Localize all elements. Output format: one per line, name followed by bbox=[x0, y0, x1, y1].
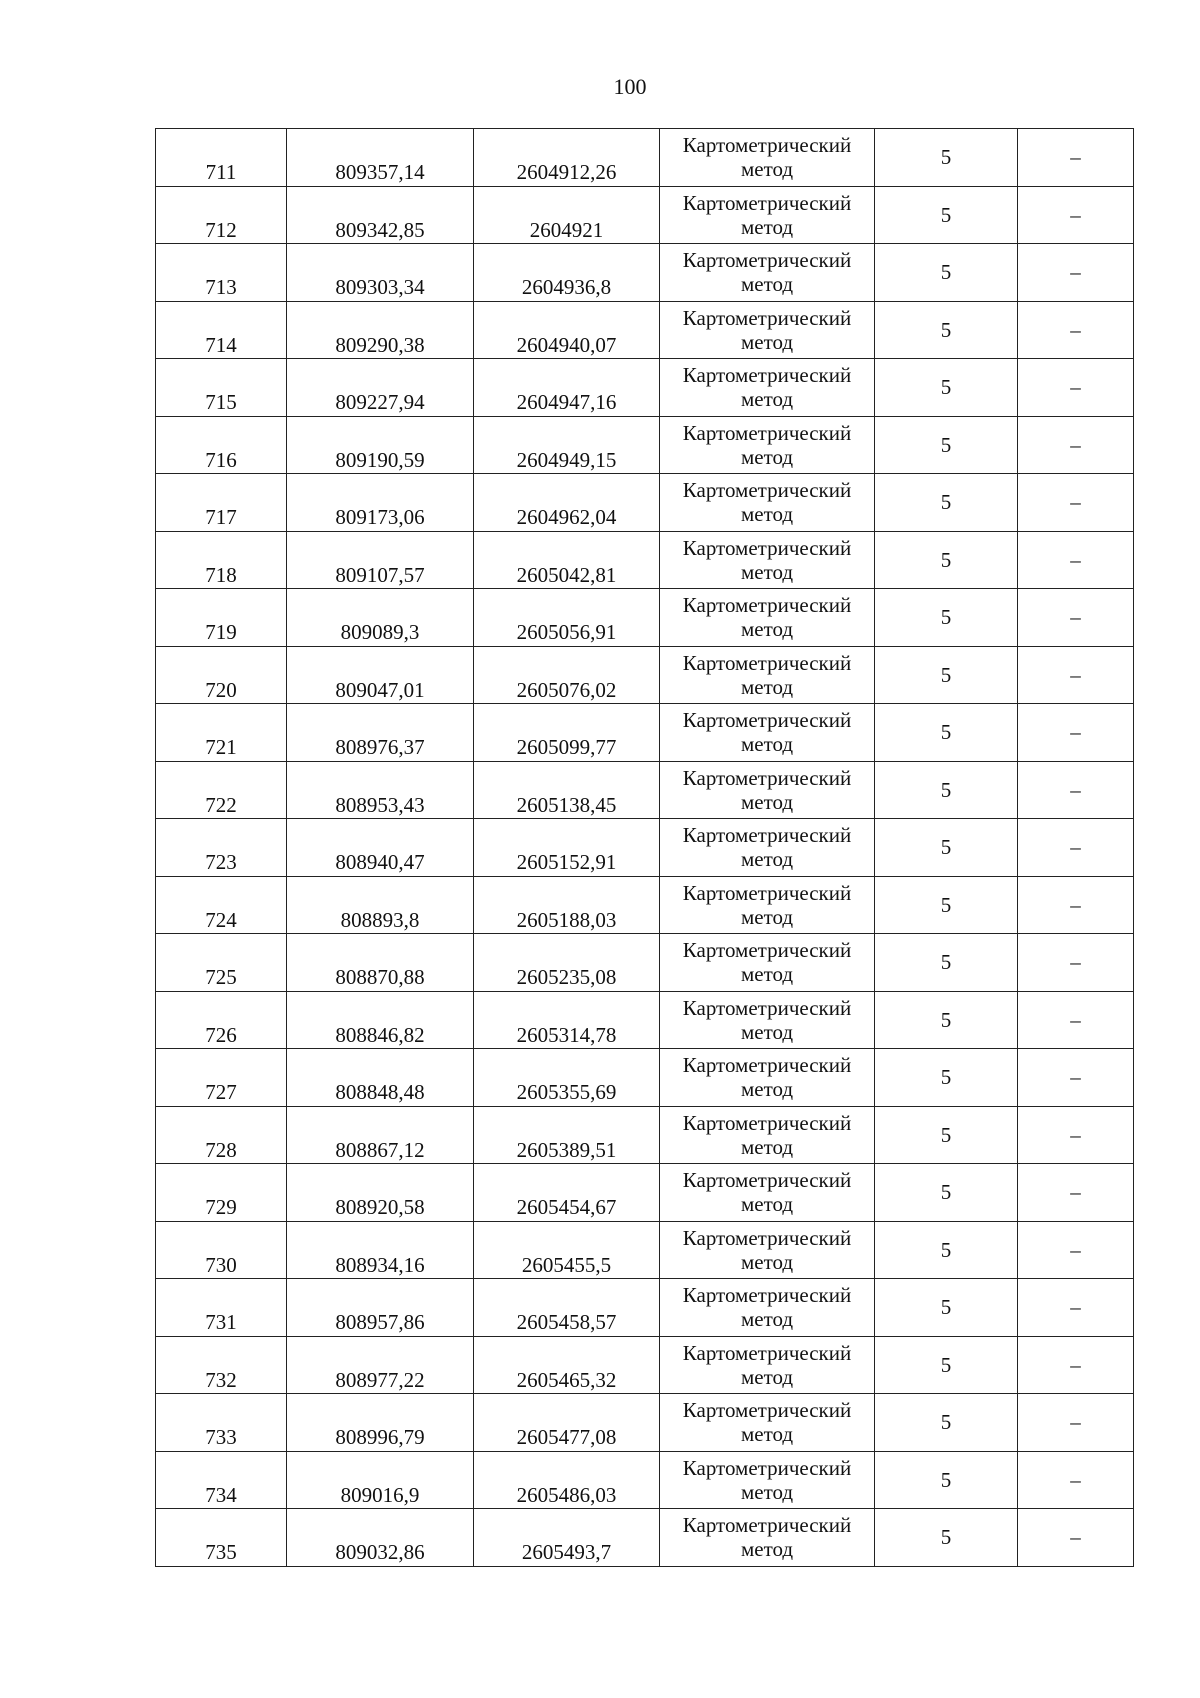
y-coordinate-cell: 2605076,02 bbox=[474, 646, 660, 704]
y-coordinate-cell: 2605458,57 bbox=[474, 1279, 660, 1337]
x-coordinate-cell: 809047,01 bbox=[287, 646, 474, 704]
accuracy-cell: 5 bbox=[875, 1049, 1018, 1107]
description-cell: – bbox=[1018, 129, 1134, 187]
method-line-2: метод bbox=[740, 559, 794, 584]
method-line-2: метод bbox=[740, 904, 794, 929]
table-row bbox=[156, 991, 1134, 1049]
method-line-1: Картометрический bbox=[682, 593, 852, 618]
description-cell: – bbox=[1018, 819, 1134, 877]
description-cell: – bbox=[1018, 244, 1134, 302]
y-coordinate-cell: 2605056,91 bbox=[474, 589, 660, 647]
description-cell: – bbox=[1018, 1164, 1134, 1222]
table-row bbox=[156, 359, 1134, 417]
description-cell: – bbox=[1018, 531, 1134, 589]
accuracy-cell: 5 bbox=[875, 186, 1018, 244]
x-coordinate-cell: 809190,59 bbox=[287, 416, 474, 474]
x-coordinate-cell: 808976,37 bbox=[287, 704, 474, 762]
accuracy-cell: 5 bbox=[875, 301, 1018, 359]
method-line-1: Картометрический bbox=[682, 765, 852, 790]
description-cell: – bbox=[1018, 1049, 1134, 1107]
accuracy-cell: 5 bbox=[875, 416, 1018, 474]
method-cell bbox=[660, 474, 875, 532]
method-line-2: метод bbox=[740, 1134, 794, 1159]
table-row bbox=[156, 1451, 1134, 1509]
x-coordinate-cell: 809089,3 bbox=[287, 589, 474, 647]
accuracy-cell: 5 bbox=[875, 359, 1018, 417]
method-line-1: Картометрический bbox=[682, 938, 852, 963]
method-line-2: метод bbox=[740, 1479, 794, 1504]
method-cell bbox=[660, 1164, 875, 1222]
table-row bbox=[156, 646, 1134, 704]
x-coordinate-cell: 809357,14 bbox=[287, 129, 474, 187]
method-line-1: Картометрический bbox=[682, 478, 852, 503]
accuracy-cell: 5 bbox=[875, 819, 1018, 877]
method-line-2: метод bbox=[740, 1422, 794, 1447]
method-line-1: Картометрический bbox=[682, 1455, 852, 1480]
description-cell: – bbox=[1018, 991, 1134, 1049]
method-line-2: метод bbox=[740, 617, 794, 642]
method-line-1: Картометрический bbox=[682, 535, 852, 560]
x-coordinate-cell: 809290,38 bbox=[287, 301, 474, 359]
table-row bbox=[156, 129, 1134, 187]
y-coordinate-cell: 2604947,16 bbox=[474, 359, 660, 417]
method-line-1: Картометрический bbox=[682, 1053, 852, 1078]
accuracy-cell: 5 bbox=[875, 876, 1018, 934]
x-coordinate-cell: 808848,48 bbox=[287, 1049, 474, 1107]
method-line-1: Картометрический bbox=[682, 190, 852, 215]
accuracy-cell: 5 bbox=[875, 1106, 1018, 1164]
point-number-cell: 721 bbox=[156, 704, 287, 762]
point-number-cell: 730 bbox=[156, 1221, 287, 1279]
accuracy-cell: 5 bbox=[875, 244, 1018, 302]
method-cell bbox=[660, 301, 875, 359]
method-line-2: метод bbox=[740, 502, 794, 527]
description-cell: – bbox=[1018, 1336, 1134, 1394]
method-cell bbox=[660, 646, 875, 704]
accuracy-cell: 5 bbox=[875, 474, 1018, 532]
y-coordinate-cell: 2605389,51 bbox=[474, 1106, 660, 1164]
description-cell: – bbox=[1018, 1451, 1134, 1509]
description-cell: – bbox=[1018, 934, 1134, 992]
point-number-cell: 717 bbox=[156, 474, 287, 532]
accuracy-cell: 5 bbox=[875, 129, 1018, 187]
method-line-2: метод bbox=[740, 674, 794, 699]
accuracy-cell: 5 bbox=[875, 934, 1018, 992]
method-cell bbox=[660, 186, 875, 244]
y-coordinate-cell: 2605465,32 bbox=[474, 1336, 660, 1394]
method-cell bbox=[660, 1049, 875, 1107]
method-line-1: Картометрический bbox=[682, 650, 852, 675]
method-cell bbox=[660, 589, 875, 647]
y-coordinate-cell: 2604912,26 bbox=[474, 129, 660, 187]
description-cell: – bbox=[1018, 589, 1134, 647]
description-cell: – bbox=[1018, 301, 1134, 359]
point-number-cell: 728 bbox=[156, 1106, 287, 1164]
description-cell: – bbox=[1018, 474, 1134, 532]
x-coordinate-cell: 808977,22 bbox=[287, 1336, 474, 1394]
accuracy-cell: 5 bbox=[875, 1336, 1018, 1394]
table-row bbox=[156, 1164, 1134, 1222]
method-line-2: метод bbox=[740, 789, 794, 814]
method-line-1: Картометрический bbox=[682, 1283, 852, 1308]
y-coordinate-cell: 2605486,03 bbox=[474, 1451, 660, 1509]
method-line-1: Картометрический bbox=[682, 1168, 852, 1193]
y-coordinate-cell: 2605235,08 bbox=[474, 934, 660, 992]
method-line-2: метод bbox=[740, 732, 794, 757]
point-number-cell: 731 bbox=[156, 1279, 287, 1337]
coordinates-table bbox=[155, 128, 1134, 1567]
table-row bbox=[156, 301, 1134, 359]
accuracy-cell: 5 bbox=[875, 646, 1018, 704]
method-line-1: Картометрический bbox=[682, 708, 852, 733]
point-number-cell: 733 bbox=[156, 1394, 287, 1452]
method-line-1: Картометрический bbox=[682, 1513, 852, 1538]
description-cell: – bbox=[1018, 1221, 1134, 1279]
y-coordinate-cell: 2605042,81 bbox=[474, 531, 660, 589]
point-number-cell: 726 bbox=[156, 991, 287, 1049]
point-number-cell: 713 bbox=[156, 244, 287, 302]
table-row bbox=[156, 244, 1134, 302]
description-cell: – bbox=[1018, 416, 1134, 474]
method-line-2: метод bbox=[740, 1249, 794, 1274]
method-cell bbox=[660, 129, 875, 187]
method-line-2: метод bbox=[740, 214, 794, 239]
table-row bbox=[156, 1221, 1134, 1279]
point-number-cell: 727 bbox=[156, 1049, 287, 1107]
x-coordinate-cell: 808934,16 bbox=[287, 1221, 474, 1279]
method-line-2: метод bbox=[740, 1077, 794, 1102]
method-line-1: Картометрический bbox=[682, 1110, 852, 1135]
method-line-2: метод bbox=[740, 1307, 794, 1332]
y-coordinate-cell: 2605152,91 bbox=[474, 819, 660, 877]
method-line-2: метод bbox=[740, 1537, 794, 1562]
x-coordinate-cell: 808870,88 bbox=[287, 934, 474, 992]
description-cell: – bbox=[1018, 761, 1134, 819]
method-line-1: Картометрический bbox=[682, 1225, 852, 1250]
method-cell bbox=[660, 416, 875, 474]
table-row bbox=[156, 474, 1134, 532]
method-cell bbox=[660, 1106, 875, 1164]
method-line-1: Картометрический bbox=[682, 880, 852, 905]
method-cell bbox=[660, 531, 875, 589]
y-coordinate-cell: 2605455,5 bbox=[474, 1221, 660, 1279]
description-cell: – bbox=[1018, 1394, 1134, 1452]
x-coordinate-cell: 808920,58 bbox=[287, 1164, 474, 1222]
description-cell: – bbox=[1018, 186, 1134, 244]
x-coordinate-cell: 809303,34 bbox=[287, 244, 474, 302]
accuracy-cell: 5 bbox=[875, 589, 1018, 647]
method-line-2: метод bbox=[740, 157, 794, 182]
x-coordinate-cell: 809107,57 bbox=[287, 531, 474, 589]
accuracy-cell: 5 bbox=[875, 1394, 1018, 1452]
x-coordinate-cell: 808996,79 bbox=[287, 1394, 474, 1452]
table-row bbox=[156, 1509, 1134, 1567]
method-line-1: Картометрический bbox=[682, 1340, 852, 1365]
description-cell: – bbox=[1018, 876, 1134, 934]
description-cell: – bbox=[1018, 1509, 1134, 1567]
description-cell: – bbox=[1018, 646, 1134, 704]
table-row bbox=[156, 704, 1134, 762]
method-cell bbox=[660, 761, 875, 819]
method-cell bbox=[660, 934, 875, 992]
method-cell bbox=[660, 359, 875, 417]
x-coordinate-cell: 809227,94 bbox=[287, 359, 474, 417]
method-line-2: метод bbox=[740, 272, 794, 297]
method-line-2: метод bbox=[740, 387, 794, 412]
method-line-2: метод bbox=[740, 1364, 794, 1389]
table-row bbox=[156, 1279, 1134, 1337]
table-row bbox=[156, 876, 1134, 934]
method-cell bbox=[660, 1279, 875, 1337]
method-line-1: Картометрический bbox=[682, 420, 852, 445]
x-coordinate-cell: 808867,12 bbox=[287, 1106, 474, 1164]
method-line-1: Картометрический bbox=[682, 823, 852, 848]
method-line-2: метод bbox=[740, 962, 794, 987]
method-cell bbox=[660, 876, 875, 934]
point-number-cell: 724 bbox=[156, 876, 287, 934]
point-number-cell: 735 bbox=[156, 1509, 287, 1567]
table-row bbox=[156, 1106, 1134, 1164]
point-number-cell: 718 bbox=[156, 531, 287, 589]
table-row bbox=[156, 819, 1134, 877]
method-line-2: метод bbox=[740, 329, 794, 354]
method-cell bbox=[660, 1221, 875, 1279]
point-number-cell: 732 bbox=[156, 1336, 287, 1394]
method-line-2: метод bbox=[740, 1192, 794, 1217]
table-row bbox=[156, 589, 1134, 647]
method-line-2: метод bbox=[740, 1019, 794, 1044]
coordinates-table-body bbox=[156, 129, 1134, 1567]
accuracy-cell: 5 bbox=[875, 1451, 1018, 1509]
x-coordinate-cell: 808940,47 bbox=[287, 819, 474, 877]
accuracy-cell: 5 bbox=[875, 761, 1018, 819]
x-coordinate-cell: 809016,9 bbox=[287, 1451, 474, 1509]
point-number-cell: 711 bbox=[156, 129, 287, 187]
table-row bbox=[156, 934, 1134, 992]
y-coordinate-cell: 2605355,69 bbox=[474, 1049, 660, 1107]
page-number: 100 bbox=[613, 74, 647, 99]
y-coordinate-cell: 2604921 bbox=[474, 186, 660, 244]
method-cell bbox=[660, 1509, 875, 1567]
method-line-2: метод bbox=[740, 847, 794, 872]
point-number-cell: 734 bbox=[156, 1451, 287, 1509]
x-coordinate-cell: 808893,8 bbox=[287, 876, 474, 934]
accuracy-cell: 5 bbox=[875, 531, 1018, 589]
method-line-1: Картометрический bbox=[682, 1398, 852, 1423]
table-row bbox=[156, 1336, 1134, 1394]
accuracy-cell: 5 bbox=[875, 1164, 1018, 1222]
point-number-cell: 720 bbox=[156, 646, 287, 704]
table-row bbox=[156, 186, 1134, 244]
x-coordinate-cell: 808846,82 bbox=[287, 991, 474, 1049]
x-coordinate-cell: 808953,43 bbox=[287, 761, 474, 819]
accuracy-cell: 5 bbox=[875, 991, 1018, 1049]
point-number-cell: 719 bbox=[156, 589, 287, 647]
accuracy-cell: 5 bbox=[875, 1279, 1018, 1337]
method-line-1: Картометрический bbox=[682, 248, 852, 273]
table-row bbox=[156, 1394, 1134, 1452]
point-number-cell: 716 bbox=[156, 416, 287, 474]
y-coordinate-cell: 2605477,08 bbox=[474, 1394, 660, 1452]
table-row bbox=[156, 531, 1134, 589]
accuracy-cell: 5 bbox=[875, 704, 1018, 762]
description-cell: – bbox=[1018, 704, 1134, 762]
method-cell bbox=[660, 1336, 875, 1394]
x-coordinate-cell: 808957,86 bbox=[287, 1279, 474, 1337]
y-coordinate-cell: 2605099,77 bbox=[474, 704, 660, 762]
point-number-cell: 714 bbox=[156, 301, 287, 359]
point-number-cell: 723 bbox=[156, 819, 287, 877]
x-coordinate-cell: 809032,86 bbox=[287, 1509, 474, 1567]
point-number-cell: 715 bbox=[156, 359, 287, 417]
description-cell: – bbox=[1018, 1279, 1134, 1337]
x-coordinate-cell: 809173,06 bbox=[287, 474, 474, 532]
method-cell bbox=[660, 819, 875, 877]
y-coordinate-cell: 2604936,8 bbox=[474, 244, 660, 302]
table-row bbox=[156, 761, 1134, 819]
method-cell bbox=[660, 244, 875, 302]
method-line-1: Картометрический bbox=[682, 133, 852, 158]
point-number-cell: 722 bbox=[156, 761, 287, 819]
y-coordinate-cell: 2605188,03 bbox=[474, 876, 660, 934]
description-cell: – bbox=[1018, 1106, 1134, 1164]
y-coordinate-cell: 2604949,15 bbox=[474, 416, 660, 474]
method-cell bbox=[660, 1451, 875, 1509]
method-line-1: Картометрический bbox=[682, 363, 852, 388]
table-row bbox=[156, 1049, 1134, 1107]
point-number-cell: 725 bbox=[156, 934, 287, 992]
method-line-1: Картометрический bbox=[682, 995, 852, 1020]
method-cell bbox=[660, 704, 875, 762]
method-line-1: Картометрический bbox=[682, 305, 852, 330]
method-line-2: метод bbox=[740, 444, 794, 469]
y-coordinate-cell: 2604940,07 bbox=[474, 301, 660, 359]
description-cell: – bbox=[1018, 359, 1134, 417]
x-coordinate-cell: 809342,85 bbox=[287, 186, 474, 244]
table-row bbox=[156, 416, 1134, 474]
y-coordinate-cell: 2605493,7 bbox=[474, 1509, 660, 1567]
accuracy-cell: 5 bbox=[875, 1221, 1018, 1279]
y-coordinate-cell: 2605314,78 bbox=[474, 991, 660, 1049]
y-coordinate-cell: 2605454,67 bbox=[474, 1164, 660, 1222]
y-coordinate-cell: 2605138,45 bbox=[474, 761, 660, 819]
accuracy-cell: 5 bbox=[875, 1509, 1018, 1567]
point-number-cell: 729 bbox=[156, 1164, 287, 1222]
y-coordinate-cell: 2604962,04 bbox=[474, 474, 660, 532]
point-number-cell: 712 bbox=[156, 186, 287, 244]
method-cell bbox=[660, 1394, 875, 1452]
method-cell bbox=[660, 991, 875, 1049]
